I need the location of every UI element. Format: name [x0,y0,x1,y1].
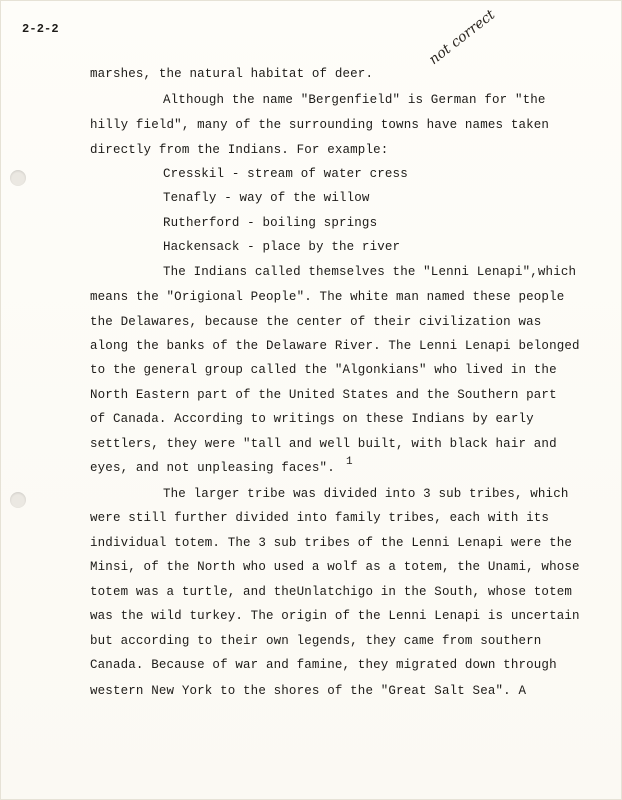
text-line: was the wild turkey. The origin of the Lenni Lenapi is uncertain [90,609,580,623]
text-line: western New York to the shores of the "Great Salt Sea". A [90,684,527,698]
list-item: Tenafly - way of the willow [163,191,370,205]
text-line: North Eastern part of the United States and the Southern part [90,388,557,402]
text-line: the Delawares, because the center of their civilization was [90,315,542,329]
text-line: means the "Origional People". The white man named these people [90,290,565,304]
handwritten-annotation: not correct [426,6,499,69]
text-line: of Canada. According to writings on these Indians by early [90,412,534,426]
text-line: hilly field", many of the surrounding towns have names taken [90,118,550,132]
text-line: along the banks of the Delaware River. The Lenni Lenapi belonged [90,339,580,353]
text-line: Although the name "Bergenfield" is German for "the [163,93,546,107]
footnote-marker: 1 [346,456,353,468]
text-line: The larger tribe was divided into 3 sub tribes, which [163,487,569,501]
text-line: totem was a turtle, and theUnlatchigo in the South, whose totem [90,585,573,599]
text-line: Canada. Because of war and famine, they migrated down through [90,658,557,672]
punch-hole [10,492,26,508]
text-line: to the general group called the "Algonkians" who lived in the [90,363,557,377]
list-item: Cresskil - stream of water cress [163,167,408,181]
list-item: Hackensack - place by the river [163,240,401,254]
text-line: eyes, and not unpleasing faces". [90,461,335,475]
text-line: but according to their own legends, they came from southern [90,634,542,648]
text-line: marshes, the natural habitat of deer. [90,67,374,81]
text-line: individual totem. The 3 sub tribes of the Lenni Lenapi were the [90,536,573,550]
text-line: directly from the Indians. For example: [90,143,389,157]
text-line: The Indians called themselves the "Lenni Lenapi",which [163,265,577,279]
text-line: Minsi, of the North who used a wolf as a totem, the Unami, whose [90,560,580,574]
page-number: 2-2-2 [22,22,59,36]
text-line: settlers, they were "tall and well built, with black hair and [90,437,557,451]
punch-hole [10,170,26,186]
text-line: were still further divided into family tribes, each with its [90,511,550,525]
list-item: Rutherford - boiling springs [163,216,378,230]
